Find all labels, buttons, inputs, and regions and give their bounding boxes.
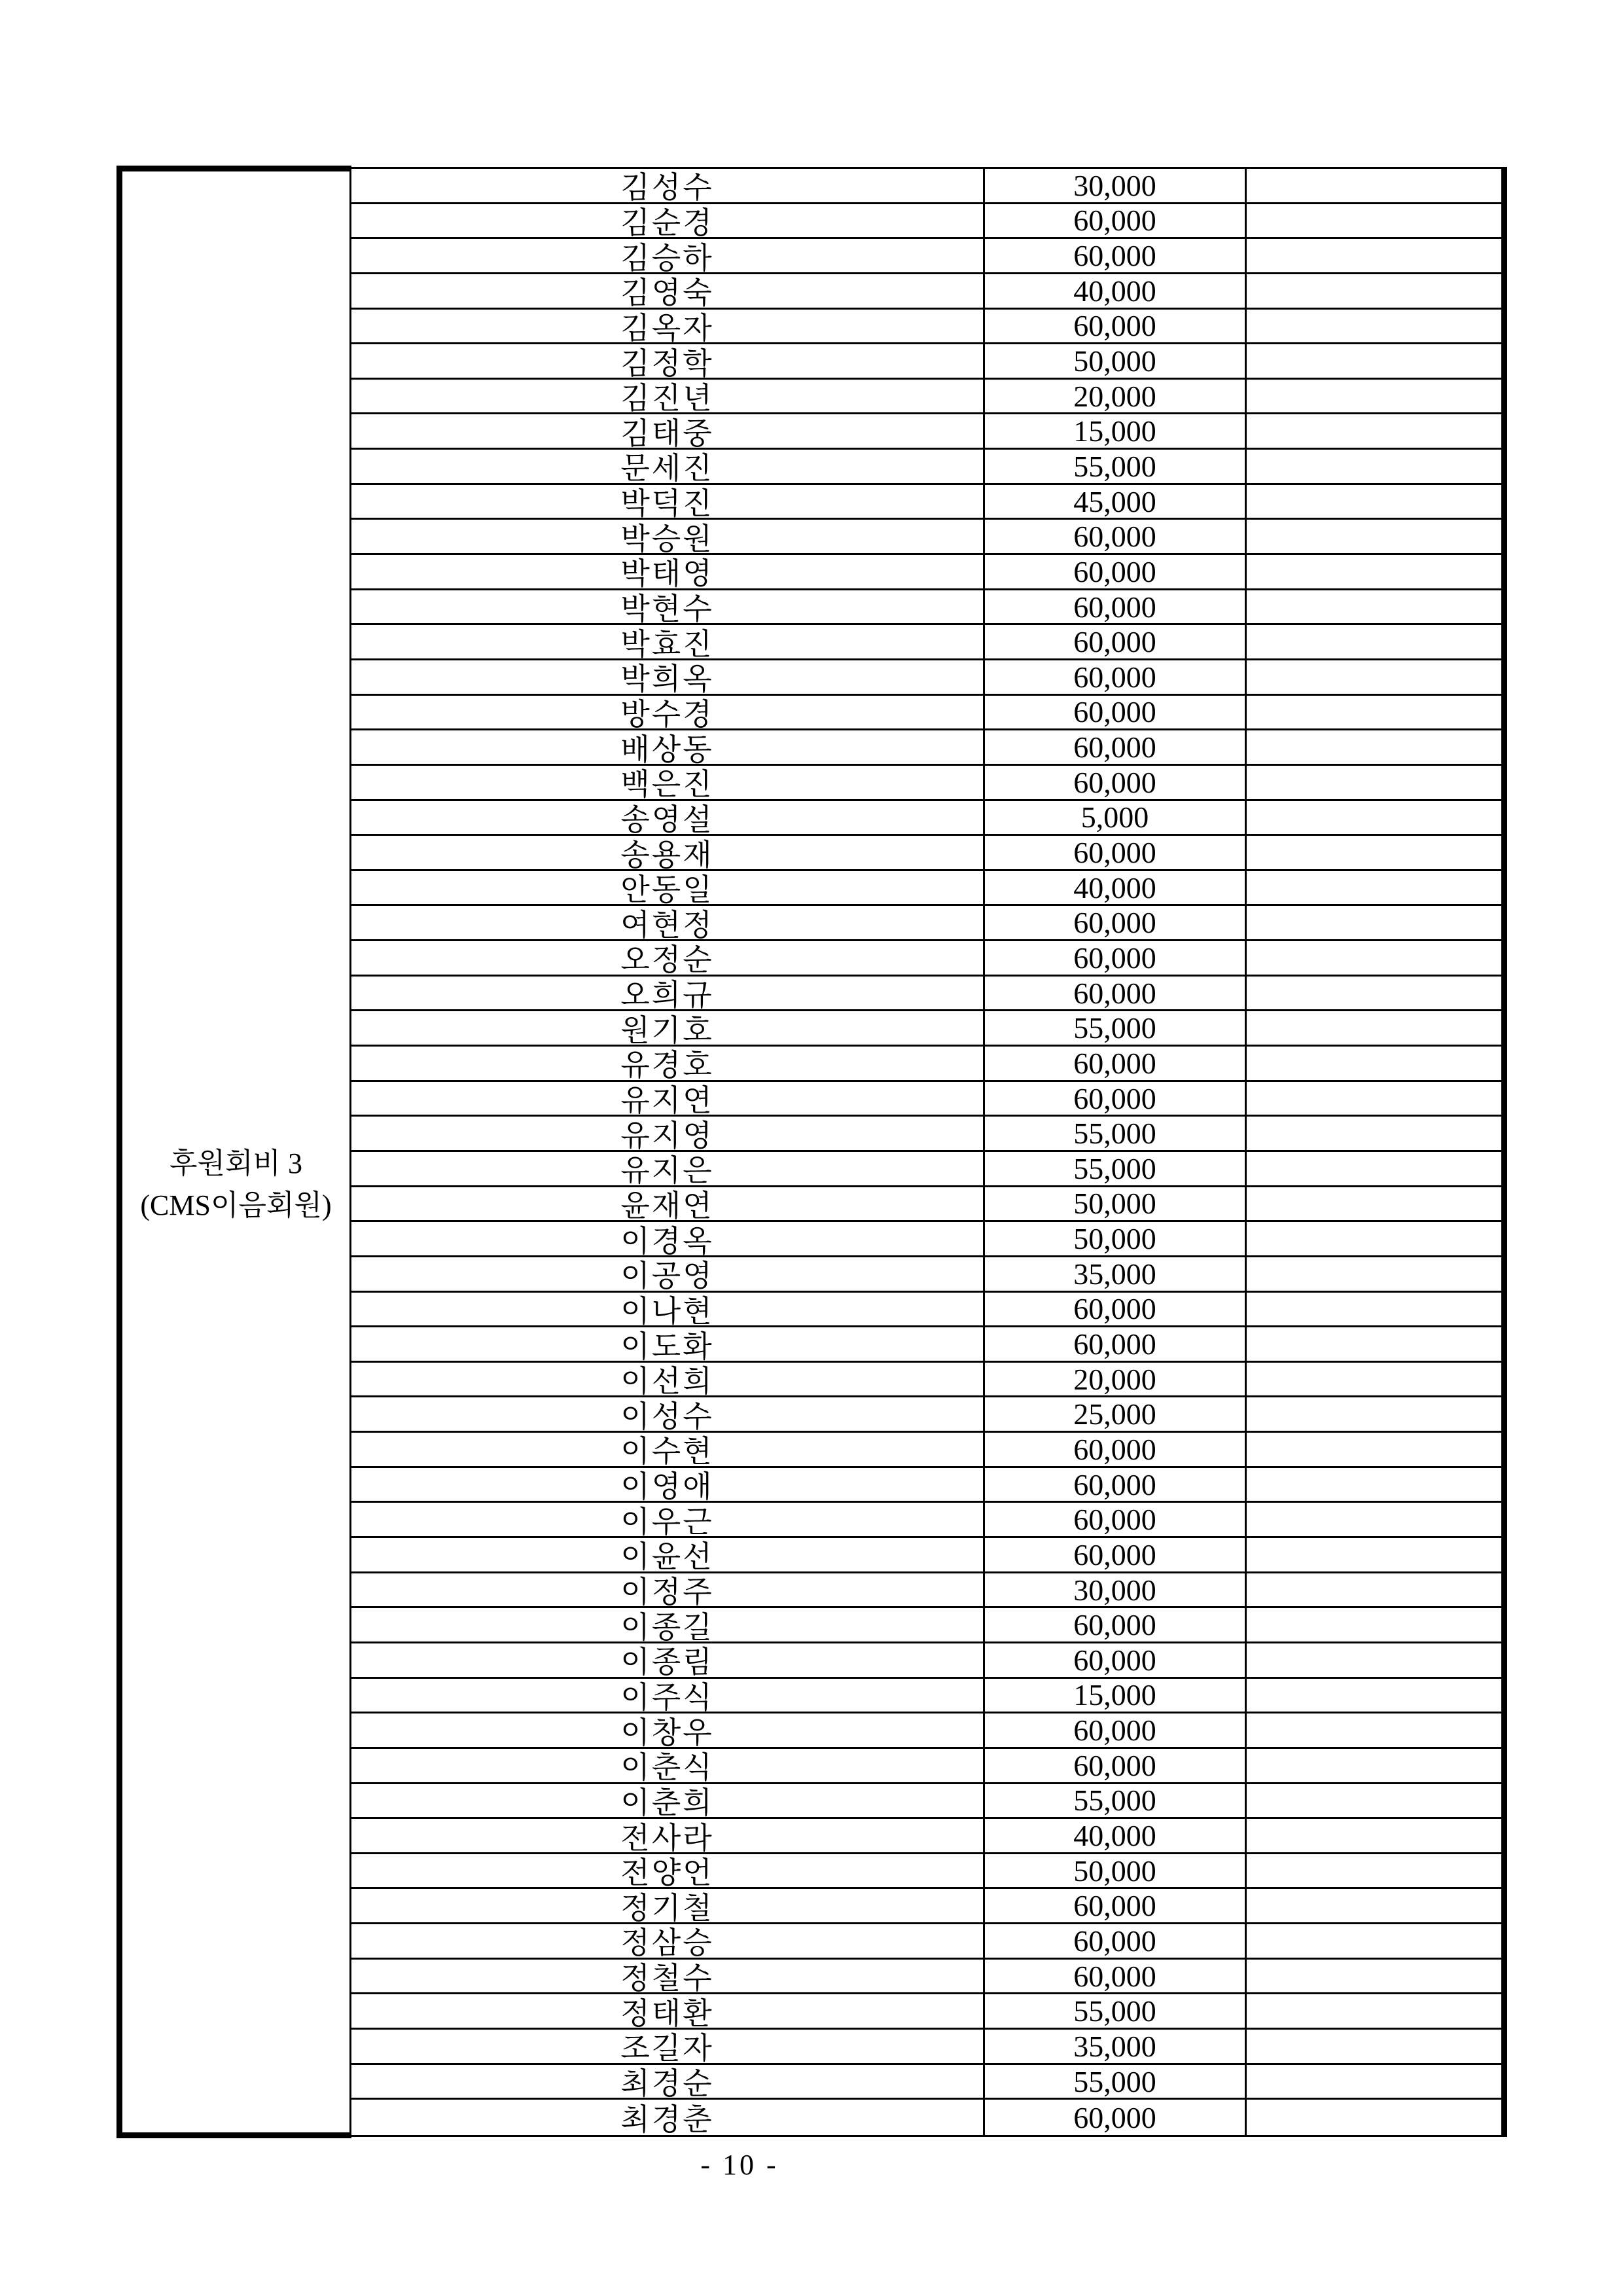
note-cell [1247,1503,1501,1536]
table-row [351,274,1501,310]
note-cell [1247,485,1501,518]
note-cell [1247,344,1501,378]
note-cell [1247,1643,1501,1677]
amount-cell: 60,000 [985,977,1247,1010]
table-row [351,450,1501,485]
name-cell: 최경춘 [351,2100,985,2135]
table-row [351,801,1501,836]
table-row [351,906,1501,941]
note-cell [1247,1011,1501,1045]
name-cell: 김순경 [351,204,985,238]
amount-cell: 60,000 [985,310,1247,343]
name-cell: 김승하 [351,239,985,272]
note-cell [1247,2065,1501,2098]
table-row [351,871,1501,906]
name-cell: 이종길 [351,1608,985,1641]
amount-cell: 55,000 [985,450,1247,483]
table-row [351,1047,1501,1082]
amount-cell: 60,000 [985,1293,1247,1326]
category-cell [116,166,351,2138]
note-cell [1247,1960,1501,1993]
amount-cell: 60,000 [985,766,1247,799]
note-cell [1247,1819,1501,1852]
note-cell [1247,1117,1501,1150]
note-cell [1247,1397,1501,1431]
note-cell [1247,1573,1501,1607]
name-cell: 조길자 [351,2030,985,2063]
amount-cell: 60,000 [985,2100,1247,2135]
note-cell [1247,1468,1501,1501]
table-row [351,590,1501,626]
name-cell: 김성수 [351,169,985,202]
note-cell [1247,1152,1501,1185]
name-cell: 여현정 [351,906,985,939]
amount-cell: 60,000 [985,1468,1247,1501]
category-label-line1: 후원회비 3 [169,1147,302,1180]
note-cell [1247,1257,1501,1291]
note-cell [1247,450,1501,483]
table-row [351,204,1501,240]
name-cell: 정기철 [351,1889,985,1922]
amount-cell: 60,000 [985,1643,1247,1677]
note-cell [1247,239,1501,272]
name-cell: 이도화 [351,1327,985,1361]
note-cell [1247,1713,1501,1747]
amount-cell: 35,000 [985,1257,1247,1291]
amount-cell: 15,000 [985,1679,1247,1712]
note-cell [1247,941,1501,975]
name-cell: 이영애 [351,1468,985,1501]
name-cell: 박승원 [351,520,985,553]
note-cell [1247,696,1501,729]
note-cell [1247,555,1501,588]
table-row [351,1293,1501,1328]
name-cell: 박효진 [351,625,985,658]
name-cell: 안동일 [351,871,985,905]
table-row [351,730,1501,766]
table-row [351,1257,1501,1293]
table-row [351,977,1501,1012]
table-row [351,1152,1501,1187]
table-row [351,380,1501,415]
amount-cell: 60,000 [985,1503,1247,1536]
amount-cell: 60,000 [985,1924,1247,1958]
name-cell: 이춘식 [351,1749,985,1782]
name-cell: 문세진 [351,450,985,483]
name-cell: 이선희 [351,1363,985,1396]
amount-cell: 60,000 [985,730,1247,764]
note-cell [1247,204,1501,238]
note-cell [1247,169,1501,202]
table-row [351,1082,1501,1117]
table-row [351,1187,1501,1223]
amount-cell: 60,000 [985,1082,1247,1115]
table-row [351,1924,1501,1960]
amount-cell: 50,000 [985,344,1247,378]
table-row [351,941,1501,977]
name-cell: 김정학 [351,344,985,378]
amount-cell: 55,000 [985,1011,1247,1045]
note-cell [1247,1222,1501,1255]
name-cell: 박희옥 [351,660,985,694]
table-row [351,169,1501,204]
name-cell: 정철수 [351,1960,985,1993]
table-row [351,1679,1501,1714]
table-row [351,414,1501,450]
amount-cell: 60,000 [985,906,1247,939]
table-row [351,1643,1501,1679]
table-row [351,1222,1501,1257]
amount-cell: 55,000 [985,2065,1247,2098]
table-row [351,1889,1501,1924]
table-row [351,660,1501,696]
amount-cell: 5,000 [985,801,1247,834]
amount-cell: 60,000 [985,1538,1247,1571]
name-cell: 윤재연 [351,1187,985,1221]
name-cell: 이춘희 [351,1784,985,1818]
name-cell: 최경순 [351,2065,985,2098]
note-cell [1247,730,1501,764]
note-cell [1247,1293,1501,1326]
amount-cell: 20,000 [985,380,1247,413]
note-cell [1247,836,1501,869]
note-cell [1247,871,1501,905]
name-cell: 정삼승 [351,1924,985,1958]
note-cell [1247,1187,1501,1221]
table-row [351,344,1501,380]
table-row [351,1011,1501,1047]
table-row [351,1960,1501,1995]
name-cell: 김영숙 [351,274,985,308]
name-cell: 송영설 [351,801,985,834]
name-cell: 정태환 [351,1994,985,2028]
name-cell: 배상동 [351,730,985,764]
table-row [351,485,1501,520]
note-cell [1247,977,1501,1010]
amount-cell: 60,000 [985,1433,1247,1466]
table-row [351,2100,1501,2135]
note-cell [1247,1924,1501,1958]
note-cell [1247,1363,1501,1396]
table-row [351,1503,1501,1538]
note-cell [1247,2100,1501,2135]
amount-cell: 20,000 [985,1363,1247,1396]
name-cell: 이경옥 [351,1222,985,1255]
note-cell [1247,660,1501,694]
name-cell: 이정주 [351,1573,985,1607]
name-cell: 유경호 [351,1047,985,1080]
name-cell: 백은진 [351,766,985,799]
amount-cell: 60,000 [985,1749,1247,1782]
amount-cell: 55,000 [985,1152,1247,1185]
note-cell [1247,1608,1501,1641]
note-cell [1247,274,1501,308]
name-cell: 박덕진 [351,485,985,518]
name-cell: 이창우 [351,1713,985,1747]
table-row [351,1327,1501,1363]
table-row [351,1468,1501,1503]
table-row [351,1538,1501,1573]
amount-cell: 60,000 [985,1327,1247,1361]
amount-cell: 60,000 [985,590,1247,624]
table-row [351,1994,1501,2030]
amount-cell: 60,000 [985,696,1247,729]
name-cell: 이우근 [351,1503,985,1536]
name-cell: 이수현 [351,1433,985,1466]
note-cell [1247,1047,1501,1080]
amount-cell: 60,000 [985,1047,1247,1080]
amount-cell: 55,000 [985,1784,1247,1818]
table-row [351,1713,1501,1749]
amount-cell: 35,000 [985,2030,1247,2063]
name-cell: 이나현 [351,1293,985,1326]
amount-cell: 30,000 [985,169,1247,202]
name-cell: 송용재 [351,836,985,869]
table-row [351,2065,1501,2100]
amount-cell: 60,000 [985,204,1247,238]
table-row [351,1117,1501,1152]
note-cell [1247,766,1501,799]
amount-cell: 60,000 [985,836,1247,869]
name-cell: 김옥자 [351,310,985,343]
table-row [351,836,1501,871]
table-row [351,1854,1501,1890]
table-row [351,310,1501,345]
amount-cell: 60,000 [985,625,1247,658]
name-cell: 유지영 [351,1117,985,1150]
table-row [351,2030,1501,2065]
amount-cell: 45,000 [985,485,1247,518]
table-row [351,1819,1501,1854]
amount-cell: 60,000 [985,660,1247,694]
note-cell [1247,2030,1501,2063]
amount-cell: 60,000 [985,520,1247,553]
name-cell: 이종림 [351,1643,985,1677]
amount-cell: 40,000 [985,274,1247,308]
name-cell: 이윤선 [351,1538,985,1571]
amount-cell: 50,000 [985,1222,1247,1255]
table-row [351,696,1501,731]
amount-cell: 25,000 [985,1397,1247,1431]
name-cell: 전사라 [351,1819,985,1852]
amount-cell: 60,000 [985,1608,1247,1641]
note-cell [1247,1538,1501,1571]
name-cell: 이공영 [351,1257,985,1291]
amount-cell: 55,000 [985,1994,1247,2028]
name-cell: 오정순 [351,941,985,975]
amount-cell: 60,000 [985,1889,1247,1922]
amount-cell: 50,000 [985,1854,1247,1888]
note-cell [1247,520,1501,553]
name-cell: 전양언 [351,1854,985,1888]
note-cell [1247,1784,1501,1818]
note-cell [1247,1749,1501,1782]
note-cell [1247,310,1501,343]
table-row [351,625,1501,660]
amount-cell: 60,000 [985,941,1247,975]
donation-table [116,166,1507,2138]
amount-cell: 50,000 [985,1187,1247,1221]
note-cell [1247,1327,1501,1361]
name-cell: 유지은 [351,1152,985,1185]
note-cell [1247,1994,1501,2028]
category-label-line2: (CMS이음회원) [140,1189,332,1221]
table-row [351,1433,1501,1468]
note-cell [1247,1082,1501,1115]
amount-cell: 60,000 [985,1960,1247,1993]
amount-cell: 30,000 [985,1573,1247,1607]
name-cell: 김태중 [351,414,985,448]
note-cell [1247,1433,1501,1466]
note-cell [1247,1854,1501,1888]
amount-cell: 60,000 [985,1713,1247,1747]
name-cell: 박현수 [351,590,985,624]
page-number: - 10 - [700,2149,779,2181]
name-cell: 이주식 [351,1679,985,1712]
note-cell [1247,380,1501,413]
amount-cell: 60,000 [985,555,1247,588]
amount-cell: 60,000 [985,239,1247,272]
table-body [351,167,1507,2137]
name-cell: 박태영 [351,555,985,588]
name-cell: 원기호 [351,1011,985,1045]
note-cell [1247,801,1501,834]
table-row [351,555,1501,590]
amount-cell: 15,000 [985,414,1247,448]
table-row [351,520,1501,555]
note-cell [1247,1679,1501,1712]
table-row [351,1573,1501,1609]
table-row [351,766,1501,801]
note-cell [1247,625,1501,658]
table-row [351,1608,1501,1643]
name-cell: 이성수 [351,1397,985,1431]
name-cell: 유지연 [351,1082,985,1115]
amount-cell: 55,000 [985,1117,1247,1150]
name-cell: 김진년 [351,380,985,413]
name-cell: 방수경 [351,696,985,729]
table-row [351,239,1501,274]
table-row [351,1397,1501,1433]
name-cell: 오희규 [351,977,985,1010]
note-cell [1247,1889,1501,1922]
note-cell [1247,906,1501,939]
note-cell [1247,590,1501,624]
note-cell [1247,414,1501,448]
amount-cell: 40,000 [985,1819,1247,1852]
table-row [351,1363,1501,1398]
table-row [351,1749,1501,1784]
amount-cell: 40,000 [985,871,1247,905]
table-row [351,1784,1501,1820]
